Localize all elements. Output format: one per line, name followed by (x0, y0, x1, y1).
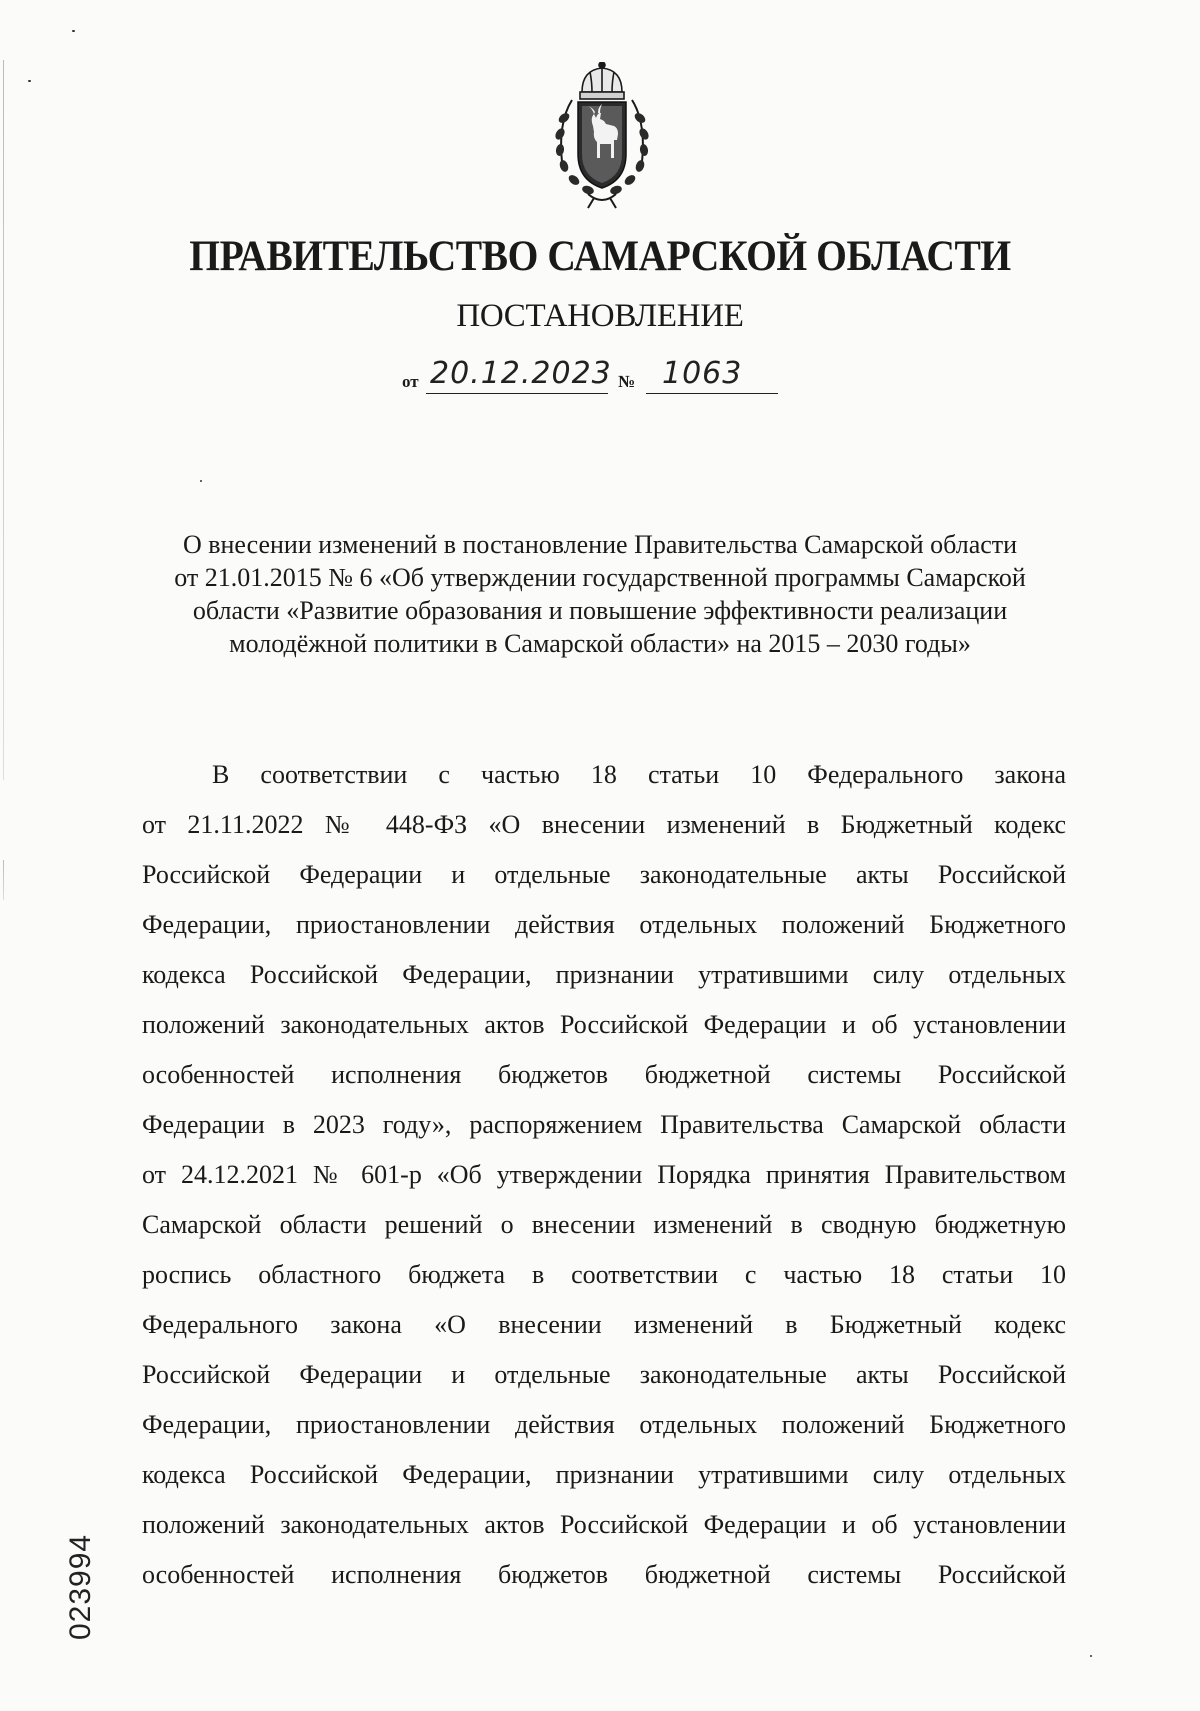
date-value: 20.12.2023 (430, 356, 612, 391)
body-line: кодекса Российской Федерации, признании утратившими силу отдельных (142, 960, 1066, 989)
date-number-row (402, 352, 802, 400)
body-line: Российской Федерации и отдельные законодательные акты Российской (142, 1360, 1066, 1389)
scan-speck (28, 80, 31, 82)
scan-speck (72, 30, 75, 32)
body-line: кодекса Российской Федерации, признании утратившими силу отдельных (142, 1460, 1066, 1489)
body-line: Российской Федерации и отдельные законодательные акты Российской (142, 860, 1066, 889)
scan-edge-line (3, 60, 4, 780)
body-line: Федерации в 2023 году», распоряжением Правительства Самарской области (142, 1110, 1066, 1139)
body-line: Федерации, приостановлении действия отдельных положений Бюджетного (142, 1410, 1066, 1439)
body-line: В соответствии с частью 18 статьи 10 Федерального закона (212, 760, 1066, 789)
number-underline (646, 393, 778, 394)
body-line: Самарской области решений о внесении изменений в сводную бюджетную (142, 1210, 1066, 1239)
subject-line: О внесении изменений в постановление Правительства Самарской области (182, 530, 1018, 559)
date-label: от (402, 372, 419, 391)
serial-number: 023994 (64, 1533, 97, 1640)
subject-line: от 21.01.2015 № 6 «Об утверждении государственной программы Самарской (174, 563, 1026, 592)
document-subject (100, 528, 1100, 660)
document-type: ПОСТАНОВЛЕНИЕ (456, 298, 744, 334)
subject-line: молодёжной политики в Самарской области» на 2015 – 2030 годы» (229, 629, 971, 658)
body-line: особенностей исполнения бюджетов бюджетной системы Российской (142, 1060, 1066, 1089)
number-label: № (618, 372, 636, 391)
body-line: от 24.12.2021 № 601-р «Об утверждении Порядка принятия Правительством (142, 1160, 1066, 1189)
scan-speck (200, 480, 202, 482)
body-line: положений законодательных актов Российской Федерации и об установлении (142, 1010, 1066, 1039)
body-line: особенностей исполнения бюджетов бюджетной системы Российской (142, 1560, 1066, 1589)
date-underline (426, 393, 608, 394)
samara-coat-of-arms-icon (538, 62, 666, 210)
body-line: Федерации, приостановлении действия отдельных положений Бюджетного (142, 910, 1066, 939)
body-line: положений законодательных актов Российской Федерации и об установлении (142, 1510, 1066, 1539)
number-value: 1063 (662, 356, 743, 391)
document-body (142, 750, 1066, 1600)
government-title: ПРАВИТЕЛЬСТВО САМАРСКОЙ ОБЛАСТИ (189, 233, 1011, 280)
body-line: Федерального закона «О внесении изменений в Бюджетный кодекс (142, 1310, 1066, 1339)
scan-speck (1090, 1655, 1092, 1657)
body-line: от 21.11.2022 № 448-ФЗ «О внесении изменений в Бюджетный кодекс (142, 810, 1066, 839)
body-line: роспись областного бюджета в соответствии с частью 18 статьи 10 (142, 1260, 1066, 1289)
subject-line: области «Развитие образования и повышение эффективности реализации (192, 596, 1008, 625)
scan-edge-line (3, 860, 4, 900)
